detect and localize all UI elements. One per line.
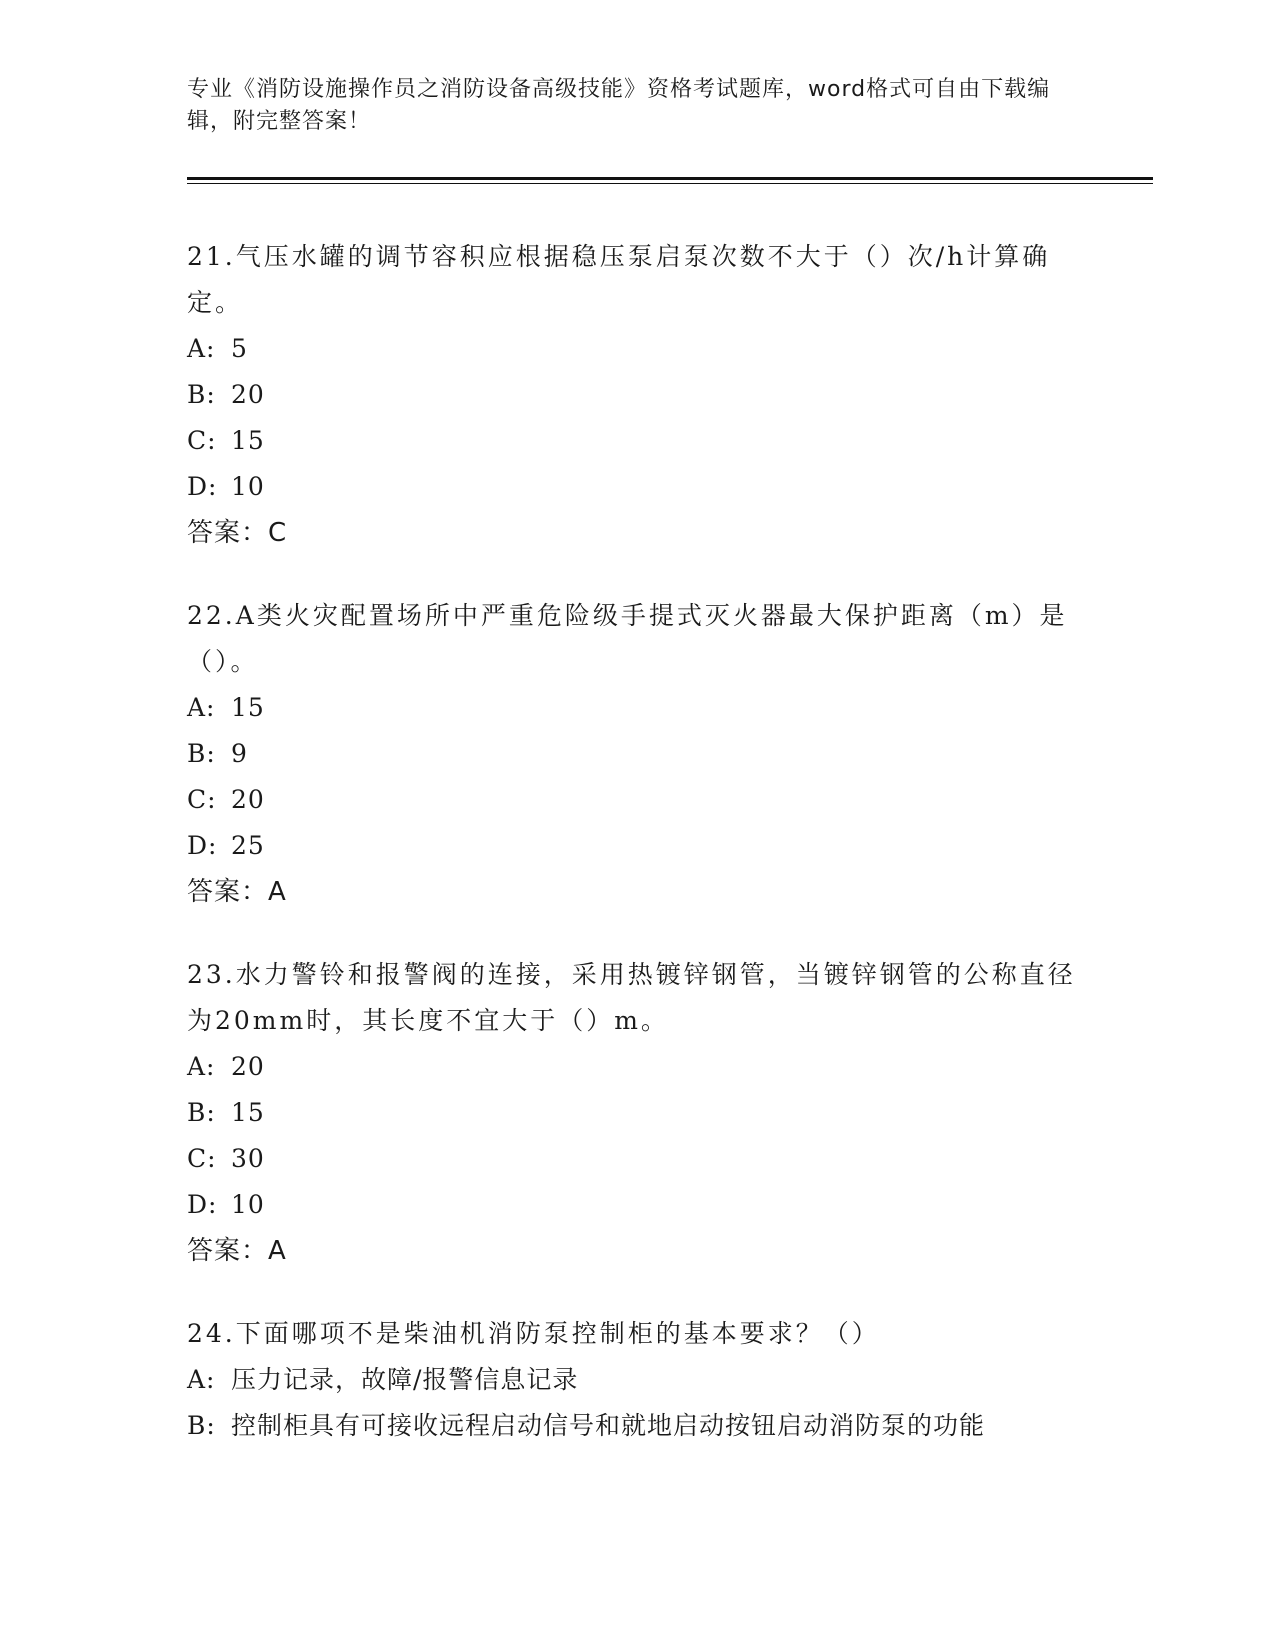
option-text: 10 [231,472,265,501]
answer-line: 答案：A [187,877,287,907]
option-letter: D: [187,1190,218,1219]
option-a [187,1044,1087,1090]
option-text: 20 [231,785,265,814]
option-d [187,464,1087,510]
option-text: 控制柜具有可接收远程启动信号和就地启动按钮启动消防泵的功能 [231,1411,986,1440]
option-text: 10 [231,1190,265,1219]
option-text: 25 [231,831,265,860]
question-text: 21.气压水罐的调节容积应根据稳压泵启泵次数不大于（）次/h计算确定。 [187,242,1051,317]
option-text: 20 [231,380,265,409]
option-text: 30 [231,1144,265,1173]
question-list [187,234,1087,1486]
question-text: 22.A类火灾配置场所中严重危险级手提式灭火器最大保护距离（m）是（）。 [187,601,1068,676]
option-letter: B: [187,1098,216,1127]
question-24 [187,1311,1087,1449]
option-a [187,1357,1087,1403]
option-letter: B: [187,380,216,409]
option-letter: B: [187,1411,216,1440]
option-text: 15 [231,693,265,722]
option-text: 5 [231,334,248,363]
option-text: 压力记录，故障/报警信息记录 [231,1365,579,1394]
option-letter: A: [187,1052,216,1081]
answer-line: 答案：C [187,518,288,548]
option-letter: C: [187,426,217,455]
question-text: 24.下面哪项不是柴油机消防泵控制柜的基本要求？（） [187,1319,880,1348]
option-text: 15 [231,1098,265,1127]
document-header: 专业《消防设施操作员之消防设备高级技能》资格考试题库，word格式可自由下载编辑，附完整答案！ [187,77,1051,134]
option-letter: C: [187,1144,217,1173]
option-a [187,685,1087,731]
option-c [187,777,1087,823]
option-c [187,418,1087,464]
answer-line: 答案：A [187,1236,287,1266]
option-b [187,1403,1087,1449]
option-text: 9 [231,739,248,768]
question-23 [187,952,1087,1274]
option-letter: D: [187,472,218,501]
option-b [187,372,1087,418]
option-letter: D: [187,831,218,860]
option-letter: B: [187,739,216,768]
option-a [187,326,1087,372]
option-b [187,731,1087,777]
header-rule-thin [187,183,1153,184]
option-d [187,823,1087,869]
option-d [187,1182,1087,1228]
option-c [187,1136,1087,1182]
option-text: 20 [231,1052,265,1081]
option-letter: A: [187,1365,216,1394]
question-22 [187,593,1087,915]
option-letter: A: [187,334,216,363]
option-letter: C: [187,785,217,814]
question-21 [187,234,1087,556]
option-letter: A: [187,693,216,722]
option-b [187,1090,1087,1136]
option-text: 15 [231,426,265,455]
question-text: 23.水力警铃和报警阀的连接，采用热镀锌钢管，当镀锌钢管的公称直径为20mm时，其长度不宜大于（）m。 [187,960,1076,1035]
header-rule-thick [187,177,1153,180]
